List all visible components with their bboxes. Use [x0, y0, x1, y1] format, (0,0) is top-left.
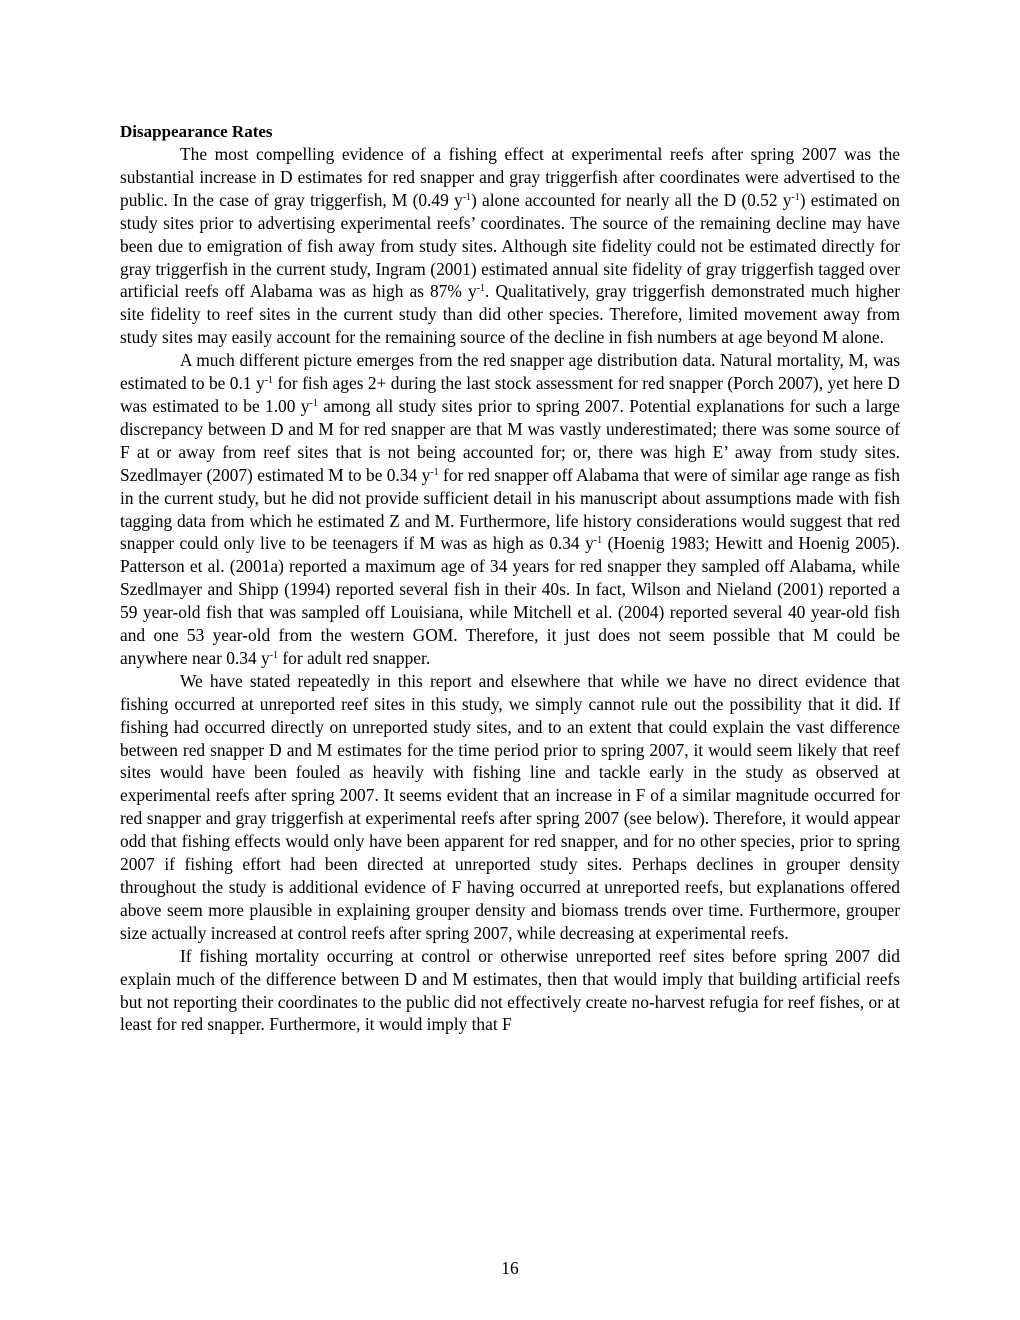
superscript: -1: [791, 191, 800, 203]
text-run: . Qualitatively, gray triggerfish demonstrated much higher site fidelity to reef sites in the current study than did other species. Therefore, limited movement away from study sites may easily account for the remaining source of the decline in fish numbers at age beyond M alone.: [120, 281, 900, 348]
text-run: We have stated repeatedly in this report and elsewhere that while we have no direct evidence that fishing occurred at unreported reef sites in this study, we simply cannot rule out the possibility that it did. If fishing had occurred directly on unreported study sites, and to an extent that could explain the vast difference between red snapper D and M estimates for the time period prior to spring 2007, it would seem likely that reef sites would have been fouled as heavily with fishing line and tackle early in the study as observed at experimental reefs after spring 2007. It seems evident that an increase in F of a similar magnitude occurred for red snapper and gray triggerfish at experimental reefs after spring 2007 (see below). Therefore, it would appear odd that fishing effects would only have been apparent for red snapper, and for no other species, prior to spring 2007 if fishing effort had been directed at unreported study sites. Perhaps declines in grouper density throughout the study is additional evidence of F having occurred at unreported reefs, but explanations offered above seem more plausible in explaining grouper density and biomass trends over time. Furthermore, grouper size actually increased at control reefs after spring 2007, while decreasing at experimental reefs.: [120, 670, 900, 943]
paragraph: [120, 945, 900, 1037]
text-run: (Hoenig 1983; Hewitt and Hoenig 2005). Patterson et al. (2001a) reported a maximum age of 34 years for red snapper they sampled off Alabama, while Szedlmayer and Shipp (1994) reported several fish in their 40s. In fact, Wilson and Nieland (2001) reported a 59 year-old fish that was sampled off Louisiana, while Mitchell et al. (2004) reported several 40 year-old fish and one 53 year-old from the western GOM. Therefore, it just does not seem possible that M could be anywhere near 0.34 y: [120, 533, 900, 668]
page-body: [120, 120, 900, 1036]
paragraph: [120, 670, 900, 945]
text-run: for red snapper off Alabama that were of similar age range as fish in the current study, but he did not provide sufficient detail in his manuscript about assumptions made with fish tagging data from which he estimated Z and M. Furthermore, life history considerations would suggest that red snapper could only live to be teenagers if M was as high as 0.34 y: [120, 464, 900, 554]
text-run: A much different picture emerges from the red snapper age distribution data. Natural mortality, M, was estimated to be 0.1 y: [120, 350, 900, 394]
paragraph: [120, 143, 900, 349]
superscript: -1: [476, 283, 486, 295]
superscript: -1: [264, 375, 273, 387]
text-run: The most compelling evidence of a fishing effect at experimental reefs after spring 2007 was the substantial increase in D estimates for red snapper and gray triggerfish after coordinates were advertised to the public. In the case of gray triggerfish, M (0.49 y: [120, 144, 900, 210]
text-run: among all study sites prior to spring 2007. Potential explanations for such a large discrepancy between D and M for red snapper are that M was vastly underestimated; there was some source of F at or away from reef sites that is not being accounted for; or, there was high E’ away from study sites. Szedlmayer (2007) estimated M to be 0.34 y: [120, 395, 900, 485]
superscript: -1: [430, 466, 439, 478]
superscript: -1: [269, 649, 279, 661]
superscript: -1: [593, 535, 603, 547]
superscript: -1: [309, 397, 318, 409]
paragraph: [120, 349, 900, 670]
superscript: -1: [462, 191, 472, 203]
text-run: ) estimated on study sites prior to advertising experimental reefs’ coordinates. The source of the remaining decline may have been due to emigration of fish away from study sites. Although site fidelity could not be estimated directly for gray triggerfish in the current study, Ingram (2001) estimated annual site fidelity of gray triggerfish tagged over artificial reefs off Alabama was as high as 87% y: [120, 189, 900, 302]
text-run: for adult red snapper.: [278, 647, 431, 668]
text-run: for fish ages 2+ during the last stock assessment for red snapper (Porch 2007), yet here D was estimated to be 1.00 y: [120, 373, 900, 416]
text-run: ) alone accounted for nearly all the D (0.52 y: [471, 189, 792, 210]
section-heading: Disappearance Rates: [120, 122, 273, 141]
page-number: 16: [501, 1258, 519, 1278]
text-run: If fishing mortality occurring at control or otherwise unreported reef sites before spring 2007 did explain much of the difference between D and M estimates, then that would imply that building artificial reefs but not reporting their coordinates to the public did not effectively create no-harvest refugia for reef fishes, or at least for red snapper. Furthermore, it would imply that F: [120, 945, 900, 1035]
